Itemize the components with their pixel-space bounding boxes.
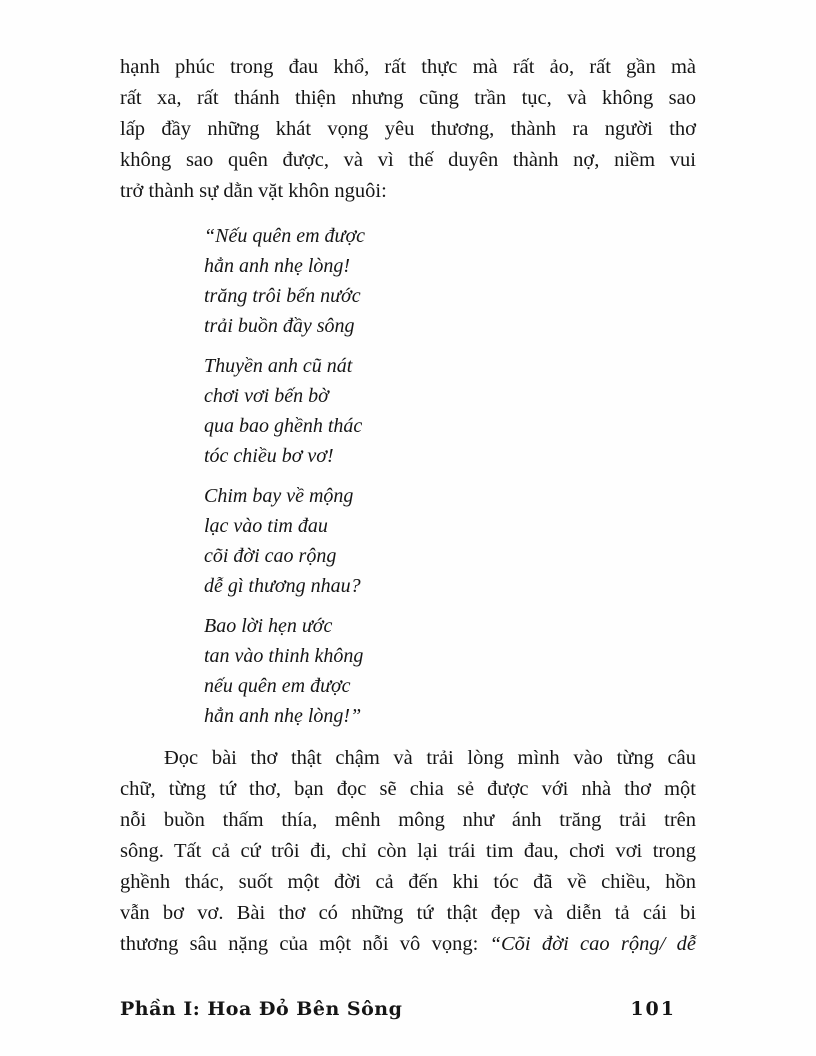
text-line: vẫn bơ vơ. Bài thơ có những tứ thật đẹp và diễn tả cái bi — [120, 902, 696, 924]
poem-line: tan vào thinh không — [204, 645, 364, 667]
text-block — [120, 52, 696, 960]
poem-line: trải buồn đầy sông — [204, 315, 355, 337]
text-line: sông. Tất cả cứ trôi đi, chỉ còn lại trái tim đau, chơi vơi trong — [120, 840, 696, 862]
page-footer — [120, 998, 676, 1020]
poem-line: lạc vào tim đau — [204, 515, 328, 537]
text-line: hạnh phúc trong đau khổ, rất thực mà rất ảo, rất gần mà — [120, 56, 696, 78]
text-line: rất xa, rất thánh thiện nhưng cũng trần tục, và không sao — [120, 87, 696, 109]
poem-line: cõi đời cao rộng — [204, 545, 337, 567]
text-line: nỗi buồn thấm thía, mênh mông như ánh trăng trải trên — [120, 809, 696, 831]
poem-stanza-3 — [204, 481, 696, 601]
poem-stanza-1 — [204, 221, 696, 341]
text-line: không sao quên được, và vì thế duyên thành nợ, niềm vui — [120, 149, 696, 171]
poem-line: hẳn anh nhẹ lòng!” — [204, 705, 362, 727]
poem-line: “Nếu quên em được — [204, 225, 365, 247]
poem-line: Bao lời hẹn ước — [204, 615, 333, 637]
text-line: trở thành sự dằn vặt khôn nguôi: — [120, 180, 387, 202]
text-line: lấp đầy những khát vọng yêu thương, thành ra người thơ — [120, 118, 696, 140]
text-run: thương sâu nặng của một nỗi vô vọng: — [120, 933, 490, 955]
text-line — [120, 929, 696, 960]
paragraph-opening — [120, 52, 696, 207]
poem-line: hẳn anh nhẹ lòng! — [204, 255, 351, 277]
poem-block — [204, 221, 696, 731]
poem-line: nếu quên em được — [204, 675, 351, 697]
text-line: Đọc bài thơ thật chậm và trải lòng mình vào từng câu — [164, 747, 696, 769]
poem-line: qua bao ghềnh thác — [204, 415, 363, 437]
paragraph-commentary — [120, 743, 696, 960]
text-line: chữ, từng tứ thơ, bạn đọc sẽ chia sẻ được với nhà thơ một — [120, 778, 696, 800]
quoted-verse: “Cõi đời cao rộng/ dễ — [489, 933, 696, 955]
text-line: ghềnh thác, suốt một đời cả đến khi tóc đã về chiều, hồn — [120, 871, 696, 893]
poem-stanza-2 — [204, 351, 696, 471]
poem-line: dễ gì thương nhau? — [204, 575, 361, 597]
poem-line: Thuyền anh cũ nát — [204, 355, 353, 377]
poem-line: Chim bay về mộng — [204, 485, 354, 507]
poem-line: chơi vơi bến bờ — [204, 385, 329, 407]
poem-line: tóc chiều bơ vơ! — [204, 445, 334, 467]
section-title: Phần I: Hoa Đỏ Bên Sông — [120, 998, 403, 1020]
poem-line: trăng trôi bến nước — [204, 285, 361, 307]
page-number: 101 — [630, 998, 676, 1020]
poem-stanza-4 — [204, 611, 696, 731]
